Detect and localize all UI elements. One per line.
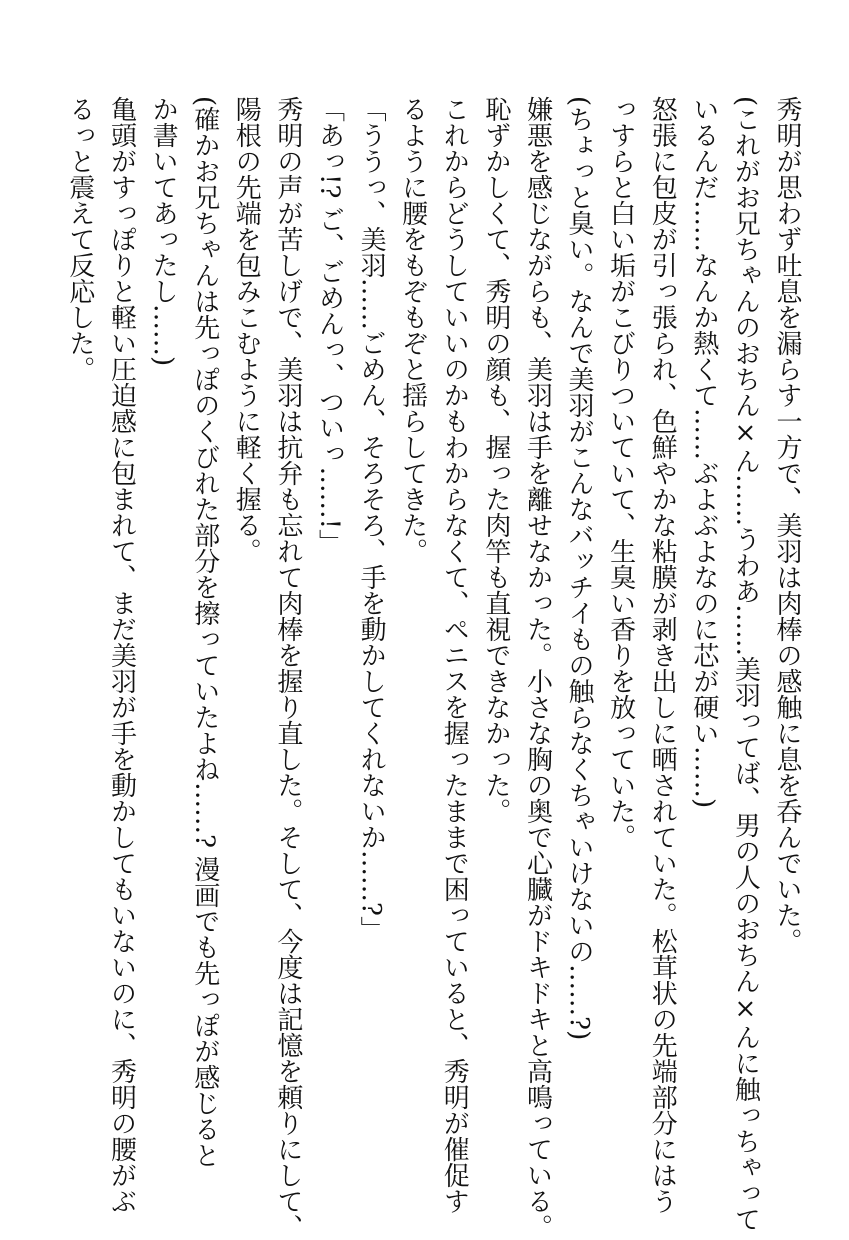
- text-line: っすらと白い垢がこびりついていて、生臭い香りを放っていた。: [605, 96, 636, 850]
- text-line: るっと震えて反応した。: [64, 96, 95, 382]
- text-line: 秀明の声が苦しげで、美羽は抗弁も忘れて肉棒を握り直した。そして、今度は記憶を頼りにして、: [272, 96, 303, 1240]
- text-line: 嫌悪を感じながらも、美羽は手を離せなかった。小さな胸の奥で心臓がドキドキと高鳴っている。: [522, 96, 553, 1240]
- text-line: 陽根の先端を包みこむように軽く握る。: [231, 96, 262, 564]
- text-line: 怒張に包皮が引っ張られ、色鮮やかな粘膜が剥き出しに晒されていた。松茸状の先端部分にはう: [647, 96, 678, 1214]
- text-line: るように腰をもぞもぞと揺らしてきた。: [397, 96, 428, 564]
- text-line: これからどうしていいのかもわからなくて、ペニスを握ったままで困っていると、秀明が催促す: [439, 96, 470, 1214]
- vertical-text-body: [58, 96, 807, 1240]
- text-line: 秀明が思わず吐息を漏らす一方で、美羽は肉棒の感触に息を呑んでいた。: [772, 96, 802, 954]
- text-line: か書いてあったし……): [148, 96, 179, 367]
- text-line: いるんだ……なんか熱くて……ぶよぶよなのに芯が硬い……): [688, 96, 719, 809]
- text-line: 「ううっ、美羽……ごめん、そろそろ、手を動かしてくれないか……?」: [356, 96, 387, 942]
- text-line: 「あっ!? ご、ごめんっ、ついっ……!」: [314, 96, 345, 556]
- text-line: (確かお兄ちゃんは先っぽのくびれた部分を擦っていたよね……? 漫画でも先っぽが感じると: [189, 96, 220, 1169]
- text-line: 亀頭がすっぽりと軽い圧迫感に包まれて、まだ美羽が手を動かしてもいないのに、秀明の腰がぶ: [106, 96, 137, 1214]
- text-line: (ちょっと臭い。なんで美羽がこんなバッチイもの触らなくちゃいけないの……?): [564, 96, 595, 1041]
- text-line: 恥ずかしくて、秀明の顔も、握った肉竿も直視できなかった。: [480, 96, 511, 824]
- text-line: (これがお兄ちゃんのおちん×ん……うわあ……美羽ってば、男の人のおちん×んに触っちゃって: [730, 96, 761, 1233]
